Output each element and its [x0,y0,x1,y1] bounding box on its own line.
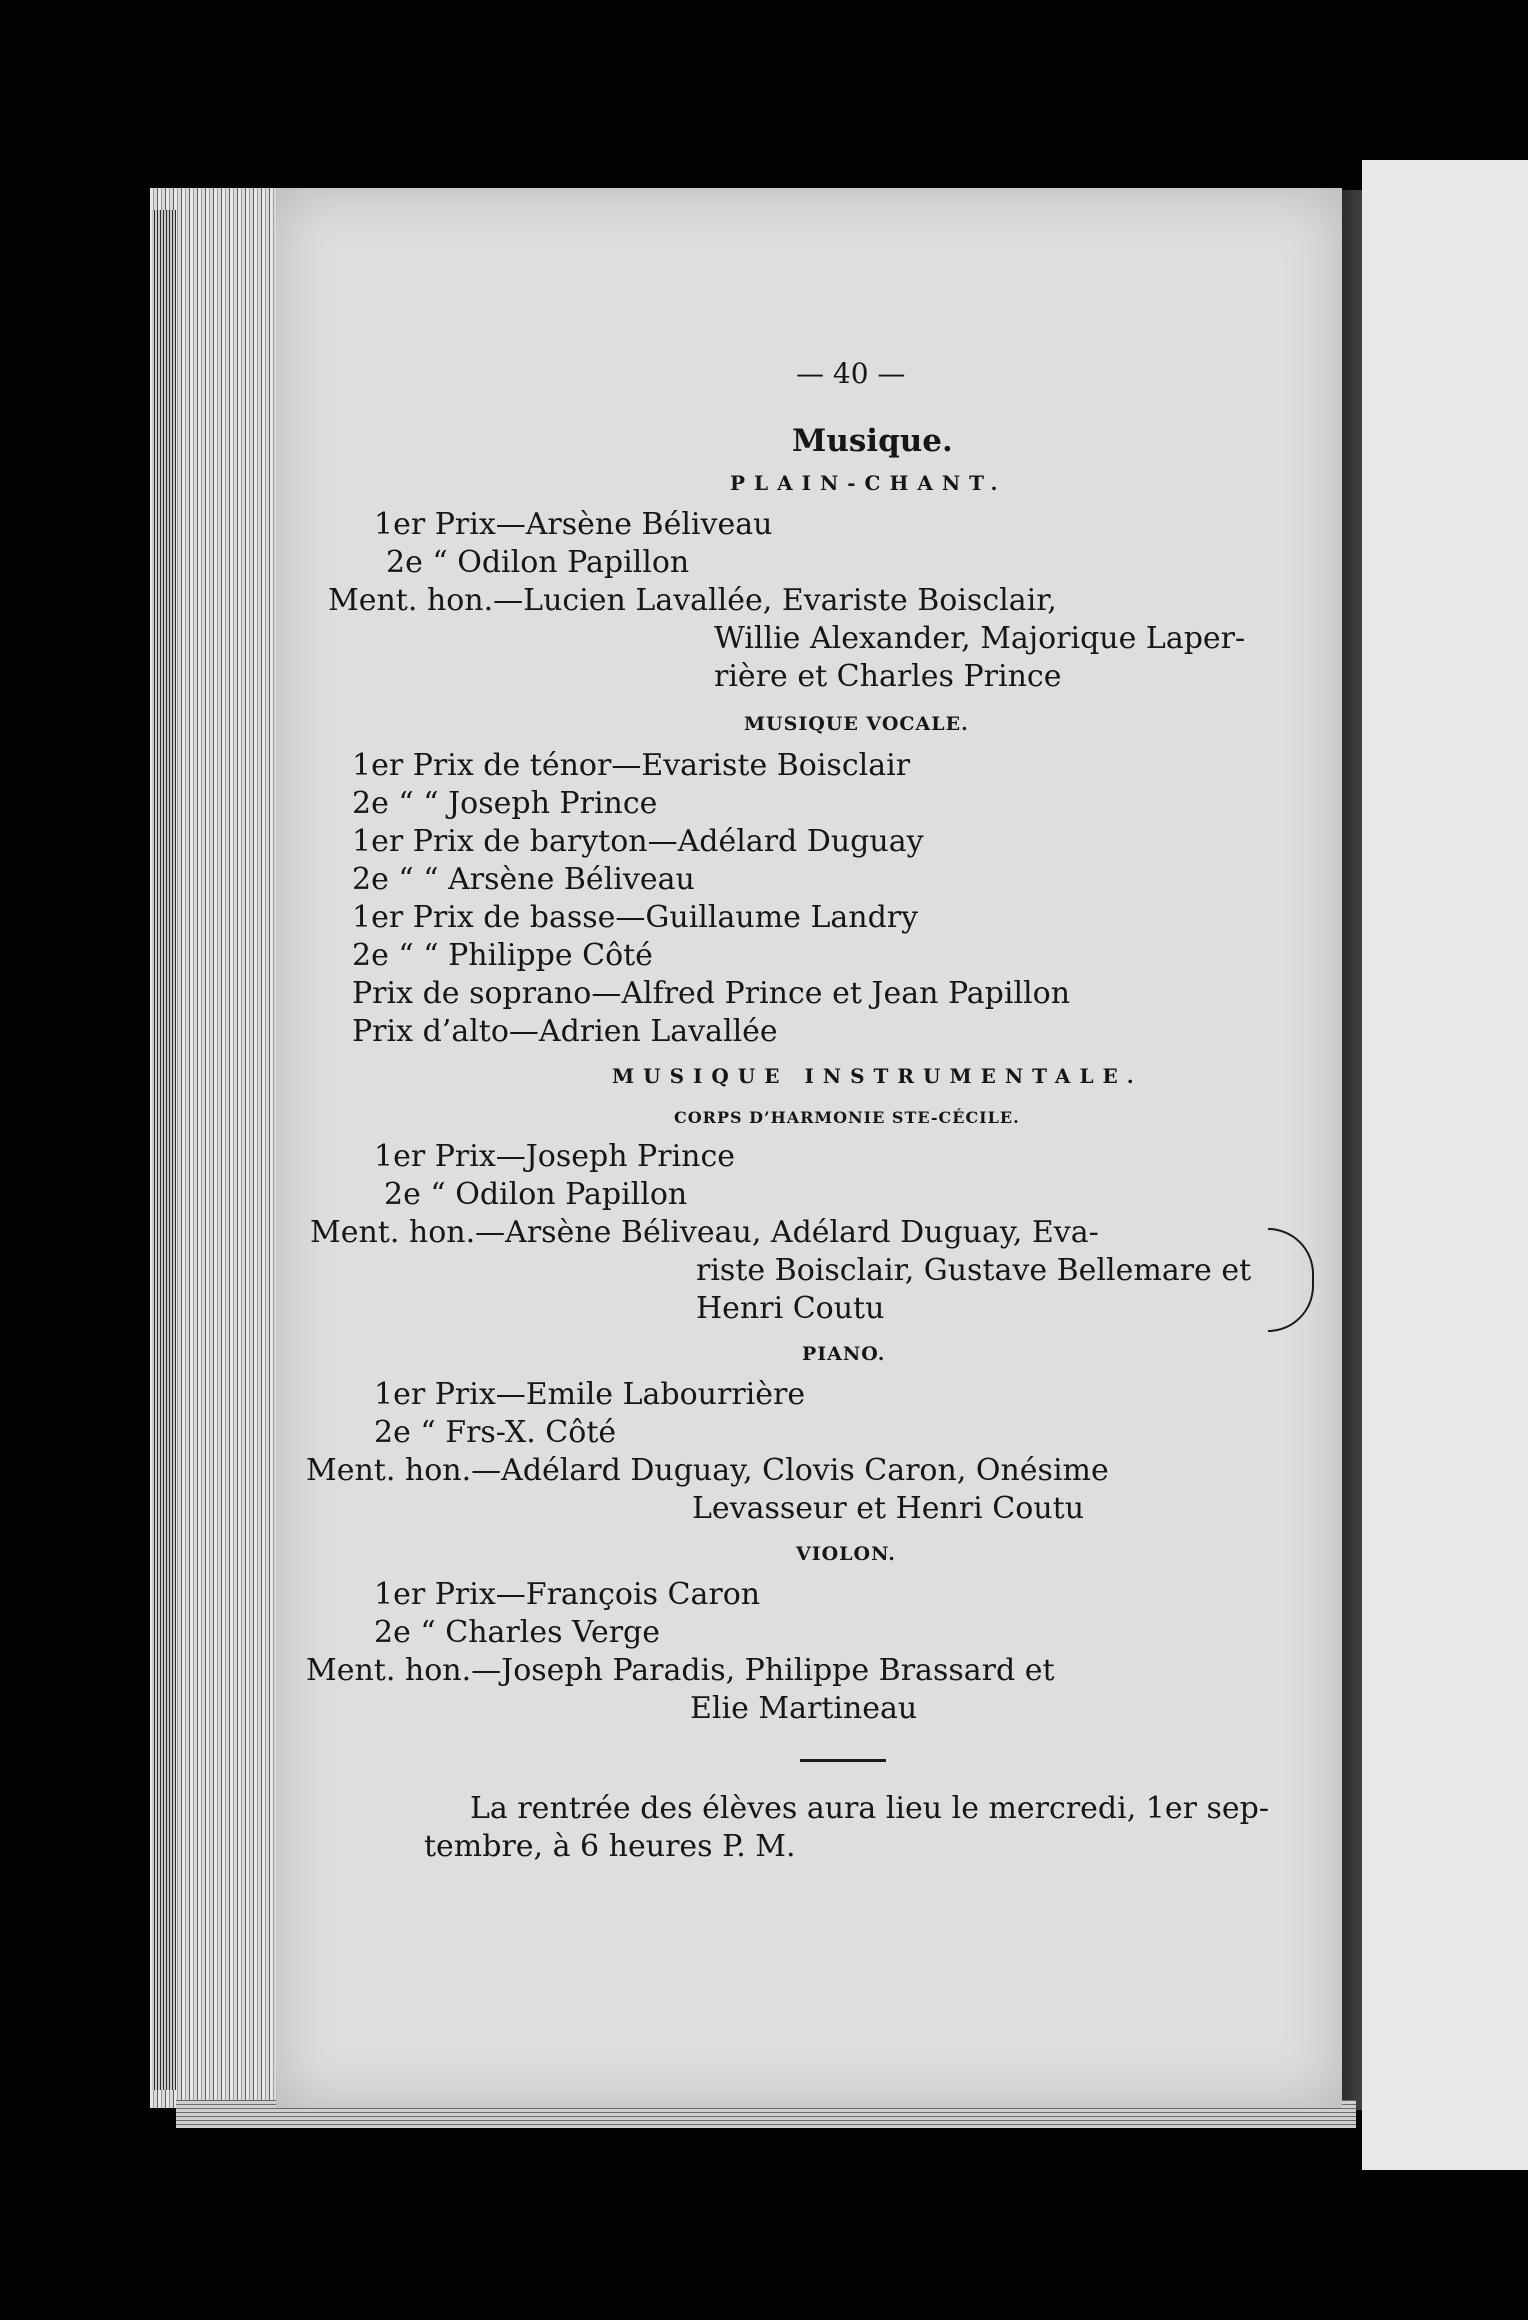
text-line: Elie Martineau [690,1691,918,1726]
text-line: Ment. hon.—Adélard Duguay, Clovis Caron, Onésime [306,1453,1109,1488]
page-number: — 40 — [796,357,906,390]
subheading-corps-harmonie: CORPS D’HARMONIE STE-CÉCILE. [674,1108,1020,1127]
closing-line: tembre, à 6 heures P. M. [424,1829,796,1864]
text-line: Henri Coutu [696,1291,885,1326]
text-line: 2e “ Charles Verge [374,1615,660,1650]
section-title: Musique. [792,423,953,459]
text-line: 1er Prix—François Caron [374,1577,761,1612]
text-line: 2e “ “ Joseph Prince [352,786,658,821]
text-line: 2e “ Odilon Papillon [384,1177,688,1212]
heading-musique-vocale: MUSIQUE VOCALE. [744,713,969,735]
text-line: 2e “ “ Philippe Côté [352,938,653,973]
text-line: Ment. hon.—Lucien Lavallée, Evariste Boisclair, [328,583,1057,618]
closing-line: La rentrée des élèves aura lieu le mercredi, 1er sep- [470,1791,1269,1826]
scanned-page [276,188,1342,2108]
heading-musique-instrumentale: MUSIQUE INSTRUMENTALE. [612,1064,1143,1088]
text-line: 1er Prix de basse—Guillaume Landry [352,900,919,935]
book-cover-edge [152,210,176,2090]
text-line: 1er Prix—Arsène Béliveau [374,507,773,542]
heading-plain-chant: PLAIN-CHANT. [730,471,1007,495]
horizontal-rule [800,1759,886,1762]
text-line: Willie Alexander, Majorique Laper- [714,621,1246,656]
text-line: Prix d’alto—Adrien Lavallée [352,1014,778,1049]
text-line: 1er Prix de ténor—Evariste Boisclair [352,748,911,783]
text-line: 2e “ Frs-X. Côté [374,1415,617,1450]
text-line: 2e “ Odilon Papillon [386,545,690,580]
text-line: 2e “ “ Arsène Béliveau [352,862,695,897]
facing-page [1362,160,1528,2170]
text-line: rière et Charles Prince [714,659,1062,694]
text-line: riste Boisclair, Gustave Bellemare et [696,1253,1252,1288]
text-line: Ment. hon.—Arsène Béliveau, Adélard Duguay, Eva- [310,1215,1099,1250]
text-line: 1er Prix—Emile Labourrière [374,1377,806,1412]
heading-violon: VIOLON. [796,1543,896,1565]
text-line: Ment. hon.—Joseph Paradis, Philippe Brassard et [306,1653,1055,1688]
text-line: Levasseur et Henri Coutu [692,1491,1085,1526]
text-line: Prix de soprano—Alfred Prince et Jean Papillon [352,976,1071,1011]
page-text [276,188,1342,2108]
text-line: 1er Prix de baryton—Adélard Duguay [352,824,924,859]
text-line: 1er Prix—Joseph Prince [374,1139,736,1174]
heading-piano: PIANO. [802,1343,886,1365]
